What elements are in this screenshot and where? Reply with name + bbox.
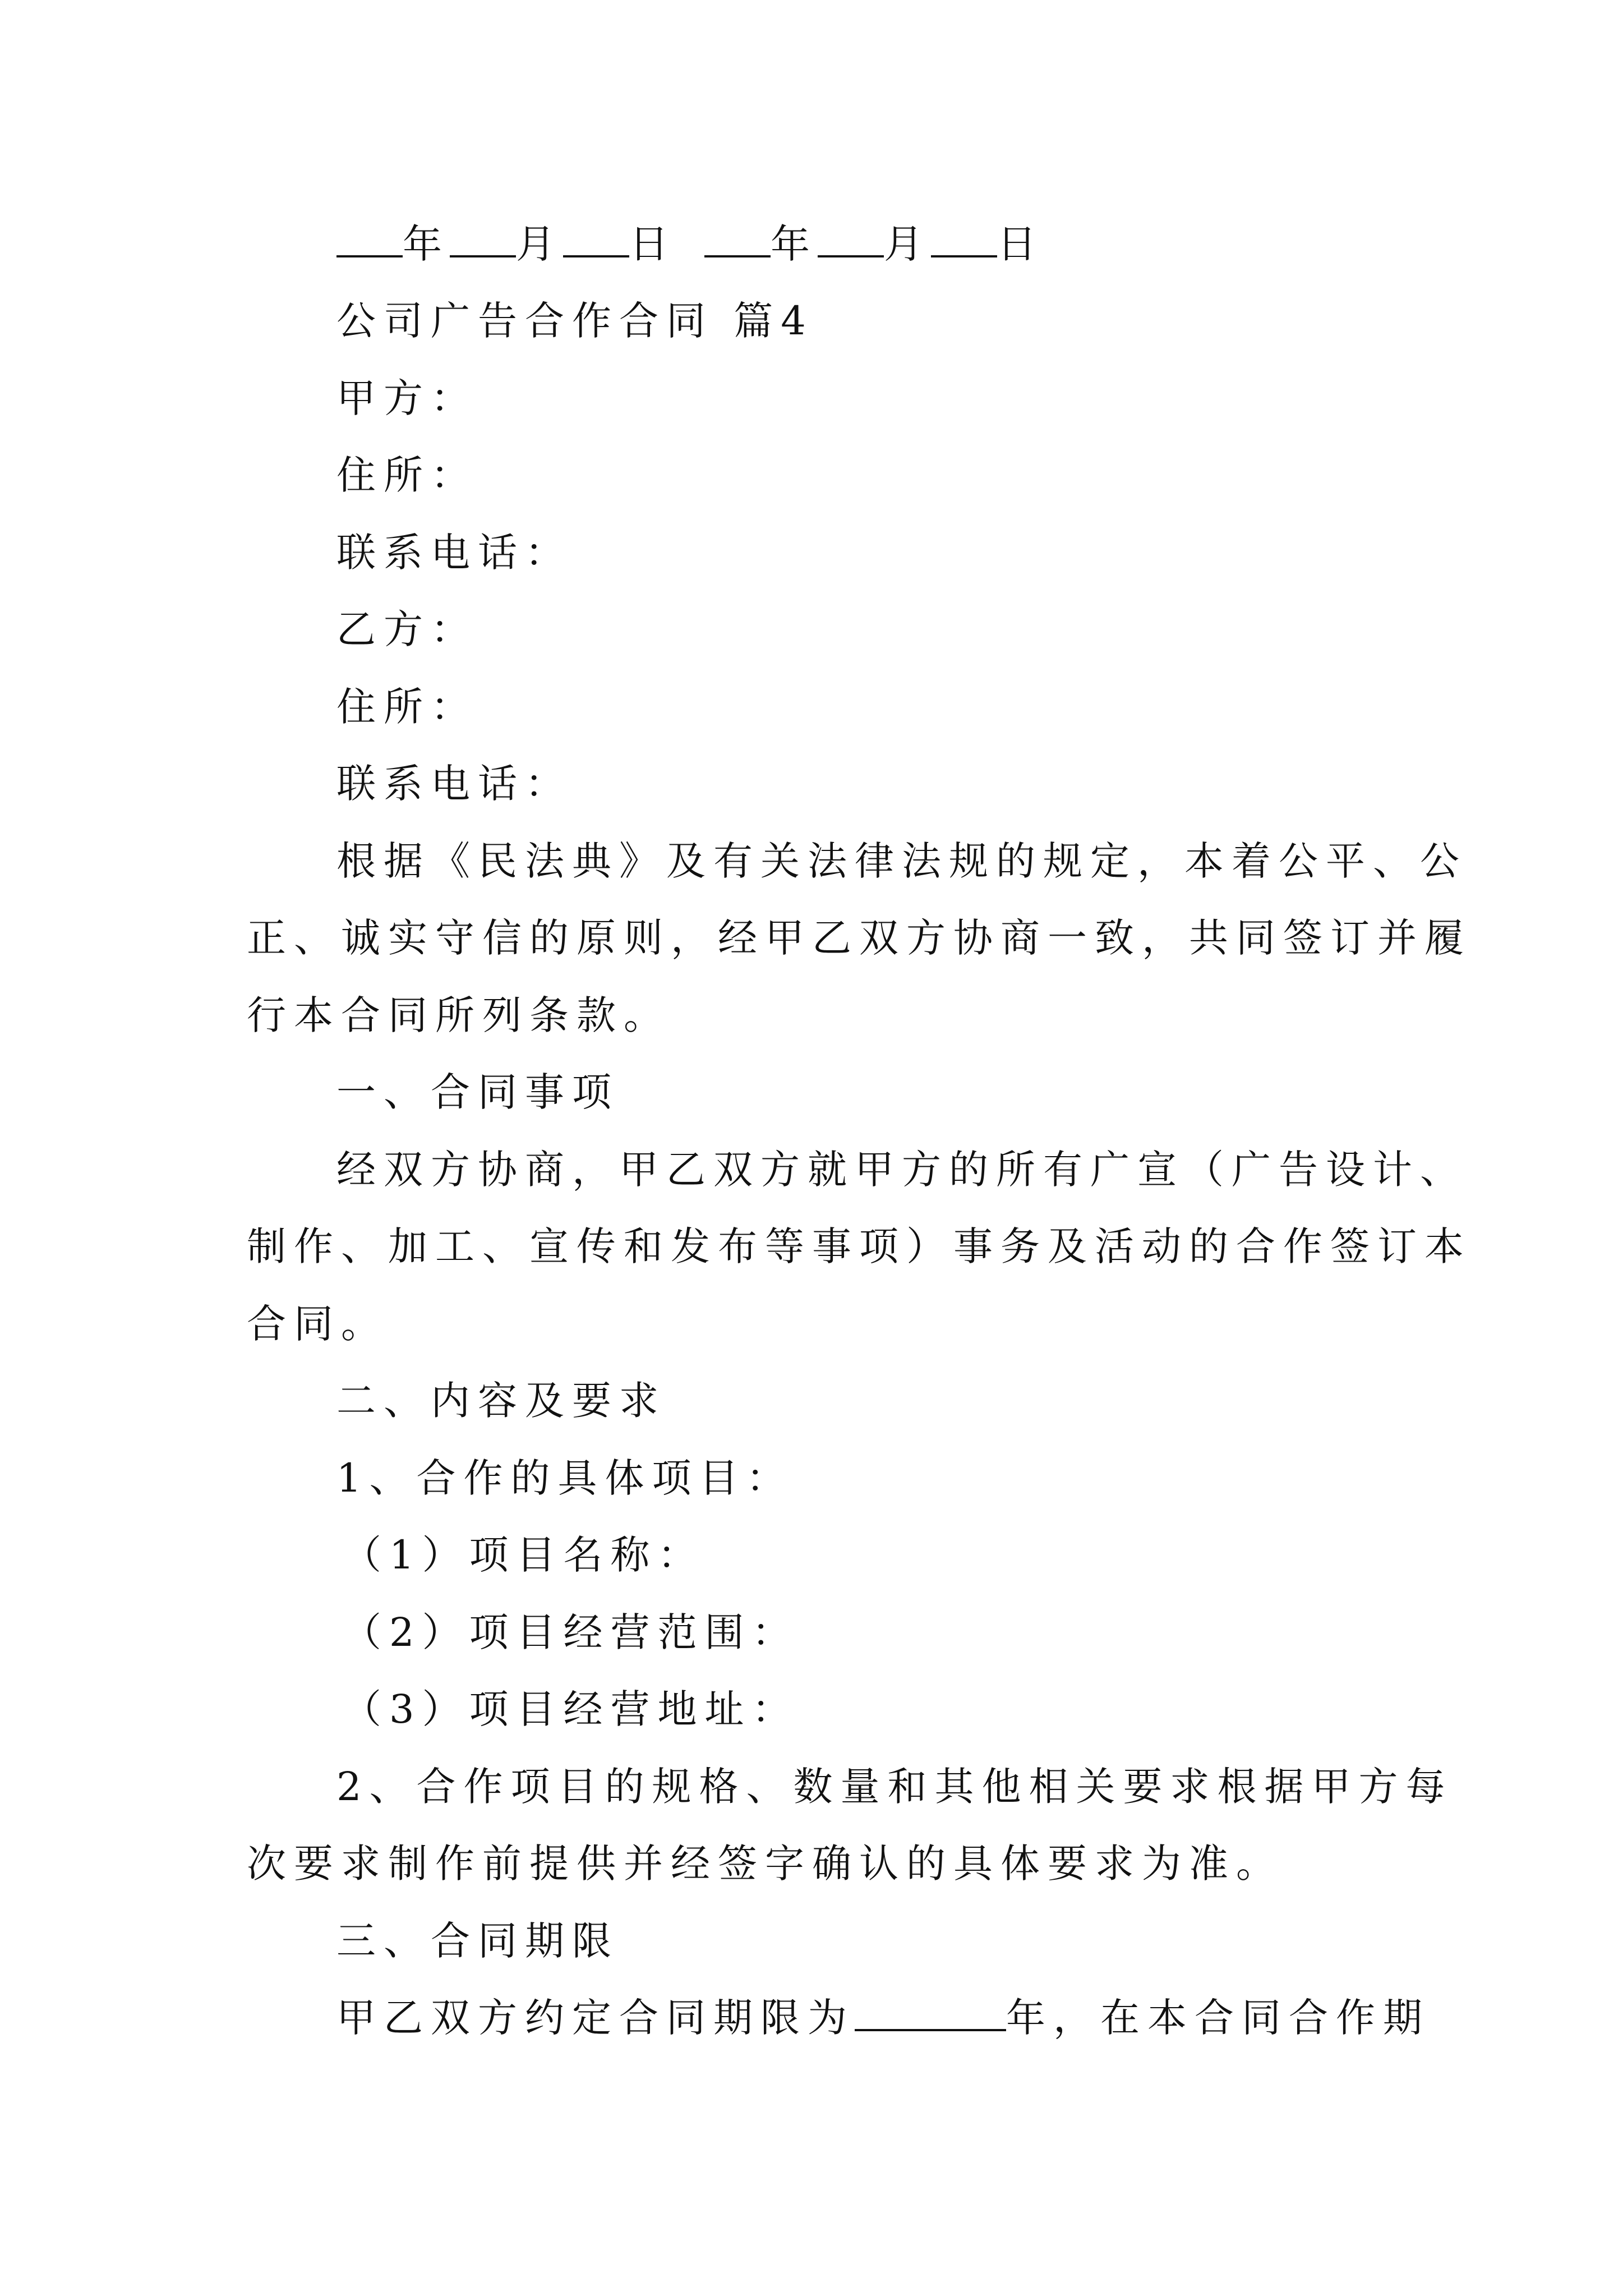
term-years-blank (855, 1991, 1006, 2031)
party-b-label: 乙方： (336, 606, 478, 652)
day-blank (563, 217, 629, 257)
section-2-sub-item-3: （3）项目经营地址： (342, 1686, 799, 1732)
term-text-end: 年，在本合同合作期 (1006, 1995, 1430, 2041)
section-1-text-line: 经双方协商，甲乙双方就甲方的所有广宣（广告设计、 (336, 1147, 1467, 1193)
year-blank (336, 217, 403, 257)
section-2-sub-item-1: （1）项目名称： (342, 1532, 705, 1578)
year-blank (704, 217, 771, 257)
section-2-item-2-line: 2、合作项目的规格、数量和其他相关要求根据甲方每 (336, 1764, 1453, 1810)
section-1-text-line: 制作、加工、宣传和发布等事项）事务及活动的合作签订本 (247, 1223, 1472, 1269)
section-2-item-2-line: 次要求制作前提供并经签字确认的具体要求为准。 (247, 1841, 1283, 1887)
section-1-heading: 一、合同事项 (336, 1069, 619, 1115)
preamble-line: 正、诚实守信的原则，经甲乙双方协商一致，共同签订并履 (247, 915, 1472, 961)
day-blank (931, 217, 997, 257)
signature-date-line (336, 216, 1044, 272)
party-a-label: 甲方： (336, 375, 478, 421)
section-2-sub-item-2: （2）项目经营范围： (342, 1609, 799, 1655)
section-3-text-line (336, 1990, 1430, 2046)
party-a-address: 住所： (336, 452, 478, 498)
party-b-address: 住所： (336, 684, 478, 730)
party-a-phone: 联系电话： (336, 530, 572, 576)
month-label: 月 (884, 221, 931, 267)
month-blank (450, 217, 516, 257)
term-text-start: 甲乙双方约定合同期限为 (336, 1995, 855, 2041)
section-2-heading: 二、内容及要求 (336, 1378, 666, 1424)
preamble-line: 根据《民法典》及有关法律法规的规定，本着公平、公 (336, 838, 1467, 884)
section-3-heading: 三、合同期限 (336, 1918, 619, 1964)
section-1-text-line: 合同。 (247, 1301, 388, 1347)
month-blank (818, 217, 884, 257)
section-2-item-1: 1、合作的具体项目： (336, 1455, 794, 1501)
preamble-line: 行本合同所列条款。 (247, 992, 671, 1038)
day-label: 日 (629, 221, 676, 267)
month-label: 月 (516, 221, 563, 267)
year-label: 年 (771, 221, 818, 267)
day-label: 日 (997, 221, 1044, 267)
party-b-phone: 联系电话： (336, 761, 572, 807)
contract-title: 公司广告合作合同 篇4 (336, 298, 814, 344)
year-label: 年 (403, 221, 450, 267)
